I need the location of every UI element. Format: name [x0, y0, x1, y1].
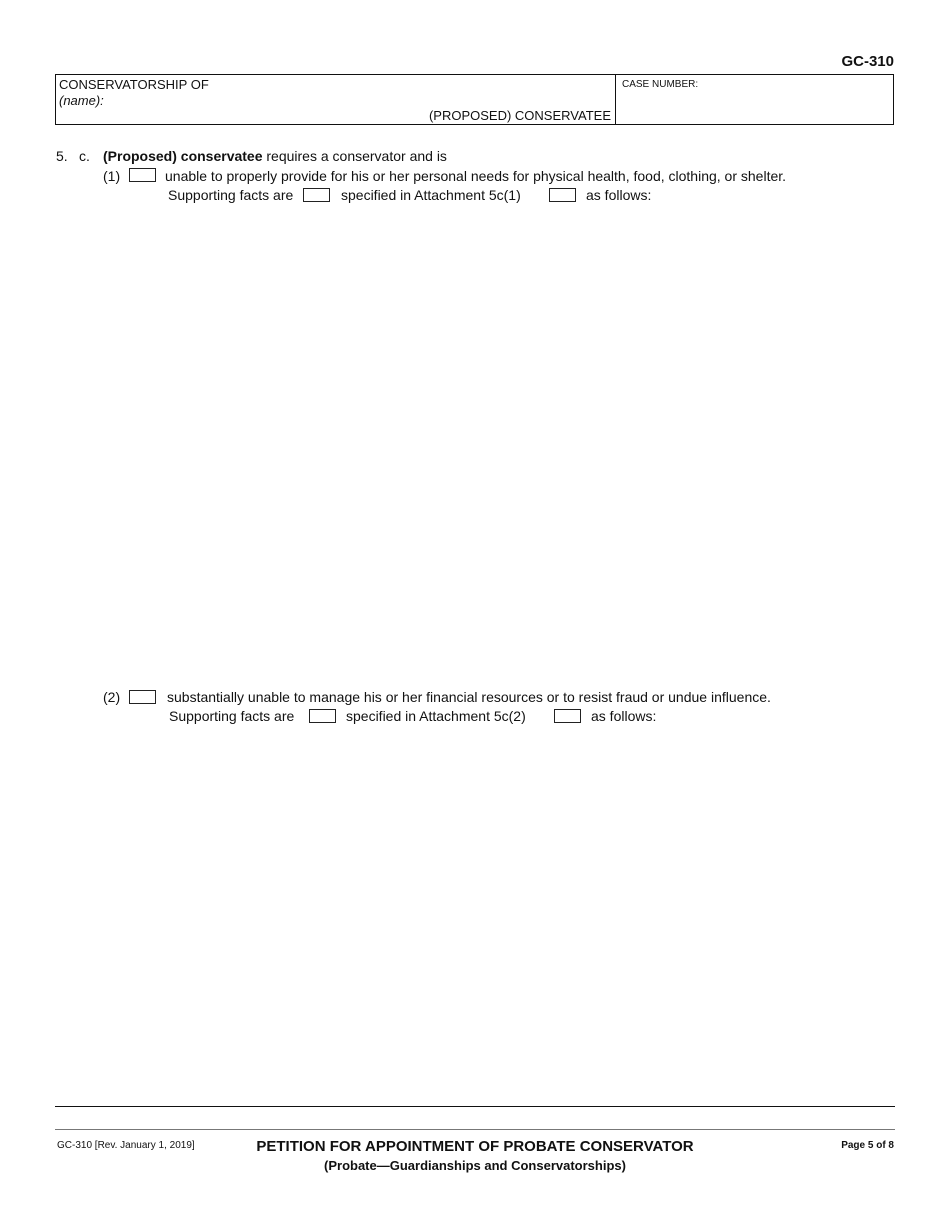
item-number: 5.	[56, 148, 68, 164]
item-1-checkbox[interactable]	[129, 168, 156, 182]
section-lead	[103, 148, 447, 164]
item-1-number: (1)	[103, 168, 121, 184]
item-1-supporting-label: Supporting facts are	[168, 187, 294, 203]
item-1-text: unable to properly provide for his or her personal needs for physical health, food, clothing, or shelter.	[165, 168, 787, 184]
caption-left-cell	[56, 75, 616, 124]
item-1-as-follows-checkbox[interactable]	[549, 188, 576, 202]
conservatorship-label: CONSERVATORSHIP OF	[59, 77, 209, 92]
item-2-checkbox[interactable]	[129, 690, 156, 704]
form-code: GC-310	[841, 53, 894, 70]
footer-thin-rule	[55, 1129, 895, 1130]
item-letter: c.	[79, 148, 90, 164]
section-lead-bold: (Proposed) conservatee	[103, 148, 263, 164]
caption-box	[55, 74, 894, 125]
item-1-attachment-checkbox[interactable]	[303, 188, 330, 202]
page-number: Page 5 of 8	[841, 1140, 894, 1151]
section-lead-text: requires a conservator and is	[266, 148, 447, 164]
proposed-conservatee-label: (PROPOSED) CONSERVATEE	[428, 108, 611, 123]
item-1-as-follows-label: as follows:	[586, 187, 652, 203]
item-2-text: substantially unable to manage his or her financial resources or to resist fraud or undue influence.	[167, 689, 771, 705]
item-2-number: (2)	[103, 689, 121, 705]
item-2-attachment-checkbox[interactable]	[309, 709, 336, 723]
footer-subtitle: (Probate—Guardianships and Conservatorships)	[324, 1158, 626, 1173]
footer-rule	[55, 1106, 895, 1107]
item-2-as-follows-label: as follows:	[591, 708, 657, 724]
item-1-attachment-label: specified in Attachment 5c(1)	[341, 187, 521, 203]
item-2-as-follows-checkbox[interactable]	[554, 709, 581, 723]
item-2-attachment-label: specified in Attachment 5c(2)	[346, 708, 526, 724]
item-2-supporting-label: Supporting facts are	[169, 708, 295, 724]
name-label: (name):	[59, 93, 104, 108]
case-number-label: CASE NUMBER:	[622, 79, 699, 90]
footer-title: PETITION FOR APPOINTMENT OF PROBATE CONSERVATOR	[256, 1138, 694, 1155]
revision-label: GC-310 [Rev. January 1, 2019]	[57, 1140, 195, 1151]
